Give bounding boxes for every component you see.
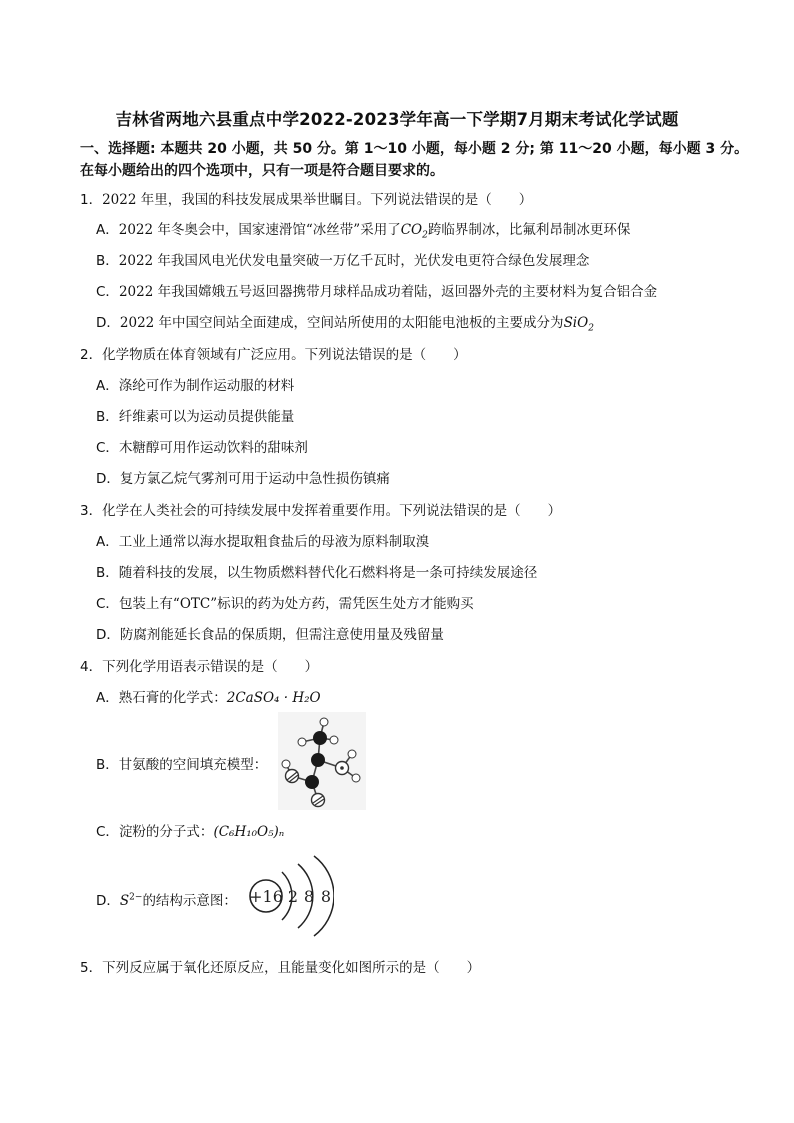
option-text: 熟石膏的化学式： xyxy=(118,690,227,706)
question-2 xyxy=(80,343,467,363)
question-1 xyxy=(80,188,532,208)
shell-3-electrons: 8 xyxy=(320,887,332,906)
chemical-formula: 2CaSO₄ · H₂O xyxy=(226,690,321,706)
question-number: 3． xyxy=(80,503,103,519)
option-letter: D． xyxy=(96,893,120,909)
option-text: 淀粉的分子式： xyxy=(118,824,214,840)
chemical-formula: CO xyxy=(400,222,423,238)
nucleus-charge: +16 xyxy=(249,887,283,906)
question-4-option-a xyxy=(96,686,321,706)
question-3-option-b xyxy=(96,561,537,581)
option-text: 2022 年我国风电光伏发电量突破一万亿千瓦时，光伏发电更符合绿色发展理念 xyxy=(118,253,590,269)
option-text: 纤维素可以为运动员提供能量 xyxy=(118,409,295,425)
option-text-tail: 跨临界制冰，比氟利昂制冰更环保 xyxy=(427,222,631,238)
question-stem: 下列化学用语表示错误的是（ ） xyxy=(102,659,319,675)
option-letter: D． xyxy=(96,627,120,643)
option-letter: B． xyxy=(96,253,119,269)
question-number: 2． xyxy=(80,347,103,363)
option-letter: A． xyxy=(96,534,119,550)
shell-1-electrons: 2 xyxy=(287,887,299,906)
question-4-option-b xyxy=(96,753,267,773)
question-4 xyxy=(80,655,318,675)
option-text: 甘氨酸的空间填充模型： xyxy=(118,757,268,773)
question-stem: 2022 年里，我国的科技发展成果举世瞩目。下列说法错误的是（ ） xyxy=(102,192,533,208)
question-1-option-c xyxy=(96,280,657,300)
shell-2-electrons: 8 xyxy=(303,887,315,906)
ion-symbol: S xyxy=(119,893,130,909)
ion-charge: 2− xyxy=(129,892,143,903)
option-text: 2022 年冬奥会中，国家速滑馆“冰丝带”采用了 xyxy=(118,222,401,238)
question-3-option-c xyxy=(96,592,474,612)
option-letter: C． xyxy=(96,440,119,456)
option-letter: B． xyxy=(96,565,119,581)
question-1-option-b xyxy=(96,249,589,269)
question-number: 4． xyxy=(80,659,103,675)
option-text: 包装上有“OTC”标识的药为处方药，需凭医生处方才能购买 xyxy=(118,596,474,612)
option-text: 木糖醇可用作运动饮料的甜味剂 xyxy=(118,440,308,456)
carbon-atom xyxy=(313,731,327,745)
hydrogen-atom xyxy=(298,738,306,746)
question-stem: 化学在人类社会的可持续发展中发挥着重要作用。下列说法错误的是（ ） xyxy=(102,503,562,519)
chemical-formula: SiO xyxy=(563,315,589,331)
option-letter: C． xyxy=(96,284,119,300)
sulfide-ion-structure-figure xyxy=(242,852,334,940)
option-text: 的结构示意图： xyxy=(142,893,237,909)
question-number: 1． xyxy=(80,192,103,208)
option-text: 2022 年中国空间站全面建成，空间站所使用的太阳能电池板的主要成分为 xyxy=(119,315,564,331)
hydrogen-atom xyxy=(348,750,356,758)
chemical-formula: (C₆H₁₀O₅)ₙ xyxy=(213,824,285,840)
question-3 xyxy=(80,499,561,519)
glycine-model-figure xyxy=(278,712,366,810)
option-text: 2022 年我国嫦娥五号返回器携带月球样品成功着陆，返回器外壳的主要材料为复合铝合金 xyxy=(118,284,658,300)
option-text: 随着科技的发展，以生物质燃料替代化石燃料将是一条可持续发展途径 xyxy=(118,565,538,581)
page-title: 吉林省两地六县重点中学2022-2023学年高一下学期7月期末考试化学试题 xyxy=(115,110,679,129)
option-letter: D． xyxy=(96,471,120,487)
hydrogen-atom xyxy=(282,760,290,768)
option-letter: C． xyxy=(96,824,119,840)
question-4-option-d xyxy=(96,889,237,909)
option-text: 复方氯乙烷气雾剂可用于运动中急性损伤镇痛 xyxy=(119,471,390,487)
question-1-option-d xyxy=(96,311,594,334)
option-letter: B． xyxy=(96,409,119,425)
question-stem: 化学物质在体育领域有广泛应用。下列说法错误的是（ ） xyxy=(102,347,467,363)
option-text: 涤纶可作为制作运动服的材料 xyxy=(118,378,295,394)
question-2-option-d xyxy=(96,467,390,487)
hydrogen-atom xyxy=(352,774,360,782)
hydrogen-atom xyxy=(320,718,328,726)
question-2-option-b xyxy=(96,405,294,425)
option-letter: A． xyxy=(96,378,119,394)
option-letter: A． xyxy=(96,690,119,706)
option-letter: C． xyxy=(96,596,119,612)
carbon-atom xyxy=(311,753,325,767)
question-2-option-c xyxy=(96,436,308,456)
hydrogen-atom xyxy=(330,736,338,744)
carbon-atom xyxy=(305,775,319,789)
option-text: 工业上通常以海水提取粗食盐后的母液为原料制取溴 xyxy=(118,534,430,550)
formula-subscript: 2 xyxy=(422,230,428,241)
option-text: 防腐剂能延长食品的保质期，但需注意使用量及残留量 xyxy=(119,627,444,643)
option-letter: D． xyxy=(96,315,120,331)
formula-subscript: 2 xyxy=(588,323,594,334)
option-letter: A． xyxy=(96,222,119,238)
question-2-option-a xyxy=(96,374,294,394)
option-letter: B． xyxy=(96,757,119,773)
question-3-option-a xyxy=(96,530,429,550)
question-4-option-c xyxy=(96,820,284,840)
question-3-option-d xyxy=(96,623,444,643)
question-number: 5． xyxy=(80,960,103,976)
question-1-option-a xyxy=(96,218,630,241)
question-5 xyxy=(80,956,480,976)
section-heading: 一、选择题: 本题共 20 小题，共 50 分。第 1～10 小题，每小题 2 分; 第 11～20 小题，每小题 3 分。在每小题给出的四个选项中，只有一项是符合题目要求的。 xyxy=(80,141,749,179)
question-stem: 下列反应属于氧化还原反应，且能量变化如图所示的是（ ） xyxy=(102,960,481,976)
